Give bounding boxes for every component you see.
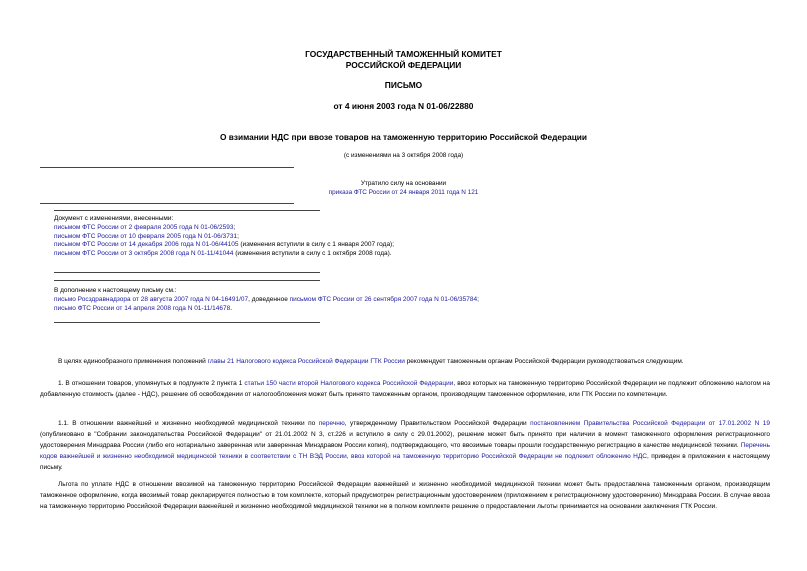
invalid-text: Утратило силу на основании [360,180,447,187]
org-line-2: РОССИЙСКОЙ ФЕДЕРАЦИИ [345,59,462,70]
list-item: письмом ФТС России от 14 декабря 2006 года N 01-06/44105 (изменения вступили в силу с 1 января 2007 года); [54,241,395,249]
addition-link-3[interactable]: письмо ФТС России от 14 апреля 2008 года N 01-11/14678 [54,304,231,312]
changes-note: (с изменениями на 3 октября 2008 года) [343,152,464,159]
divider [54,280,320,281]
amendments-block [54,215,394,259]
amendment-link-4[interactable]: письмом ФТС России от 3 октября 2008 года N 01-11/41044 [54,250,234,258]
document-type: ПИСЬМО [384,80,423,90]
divider [40,167,294,168]
addition-link-1[interactable]: письмо Росздравнадзора от 28 августа 2007 года N 04-16491/07 [54,295,249,303]
divider [54,210,320,211]
document-date: от 4 июня 2003 года N 01-06/22880 [333,101,474,111]
addition-block [54,287,479,313]
paragraph-intro: В целях единообразного применения положений главы 21 Налогового кодекса Российской Федерации ГТК России рекомендует таможенным органам Российской Федерации руководствоваться следующим. [58,358,684,365]
amendment-link-2[interactable]: письмом ФТС России от 10 февраля 2005 года N 01-06/3731 [54,232,238,240]
government-decree-link[interactable]: постановлением Правительства Российской Федерации от 17.01.2002 N 19 [530,420,770,427]
paragraph-1: 1. В отношении товаров, упомянутых в подпункте 2 пункта 1 статьи 150 части второй Налогового кодекса Российской Федерации, ввоз которых на таможенную территорию Российской Федерации не подлежит обложению налогом на добавленную стоимость (далее - НДС), решение об освобождении от налогообложения может быть принято таможенным органом, производящим таможенное оформление, или ГТК России по компетенции. [40,380,771,398]
paragraph-1-1: 1.1. В отношении важнейшей и жизненно необходимой медицинской техники по перечню, утвержденному Правительством Российской Федерации постановлением Правительства Российской Федерации от 17.01.2002 N 19 (опубликовано в "Собрании законодательства Российской Федерации" от 21.01.2002 N 3, ст.226 и вступило в силу с 29.01.2002), решение может быть принято при наличии в момент таможенного оформления регистрационного удостоверения Минздрава России (либо его нотариально заверенная или заверенная Минздравом России копия), подтверждающего, что ввозимые товары прошли государственную регистрацию в качестве медицинской техники. Перечень кодов важнейшей и жизненно необходимой медицинской техники в соответствии с ТН ВЭД России, ввоз которой на таможенную территорию Российской Федерации не подлежит обложению НДС, приведен в приложении к настоящему письму. [40,420,770,471]
invalid-basis-link[interactable]: приказа ФТС России от 24 января 2011 года N 121 [328,188,479,196]
codes-list-link[interactable]: Перечень кодов важнейшей и жизненно необходимой медицинской техники в соответствии с ТН ВЭД России, ввоз которой на таможенную территорию Российской Федерации не подлежит обложению НДС [40,442,770,460]
amendments-intro: Документ с изменениями, внесенными: [54,215,174,222]
gtk-link[interactable]: ГТК России [370,358,405,365]
amendment-link-3[interactable]: письмом ФТС России от 14 декабря 2006 года N 01-06/44105 [54,241,239,249]
article-150-link[interactable]: статьи 150 части второй Налогового кодекса Российской Федерации [244,380,454,387]
organization-name [0,49,807,70]
paragraph-benefit: Льгота по уплате НДС в отношении ввозимой на таможенную территорию Российской Федерации важнейшей и жизненно необходимой медицинской техники может быть предоставлена таможенным органом, производящим таможенное оформление, когда ввозимый товар декларируется полностью в том комплекте, который предусмотрен регистрационным удостоверением (приложением к регистрационному удостоверению) Минздрава России. В случае ввоза на таможенную территорию Российской Федерации важнейшей и жизненно необходимой медицинской техники не в полном комплекте решение о предоставлении льготы принимается на основании заключения ГТК России. [40,481,770,510]
divider [40,203,294,204]
addition-link-2[interactable]: письмом ФТС России от 26 сентября 2007 года N 01-06/35784 [289,295,478,303]
divider [54,322,320,323]
divider [54,272,320,273]
amendment-link-1[interactable]: письмом ФТС России от 2 февраля 2005 года N 01-06/2593 [54,223,234,231]
addition-intro: В дополнение к настоящему письму см.: [54,287,177,294]
tax-code-ch21-link[interactable]: главы 21 Налогового кодекса Российской Федерации [207,358,369,365]
list-item: письмо Росздравнадзора от 28 августа 2007 года N 04-16491/07, доведенное письмом ФТС России от 26 сентября 2007 года N 01-06/35784; [54,295,479,303]
invalid-notice [0,180,807,197]
list-link[interactable]: перечню [318,420,345,427]
org-line-1: ГОСУДАРСТВЕННЫЙ ТАМОЖЕННЫЙ КОМИТЕТ [305,49,502,59]
document-title: О взимании НДС при ввозе товаров на таможенную территорию Российской Федерации [220,132,587,142]
list-item: письмом ФТС России от 2 февраля 2005 года N 01-06/2593; [54,223,236,231]
list-item: письмом ФТС России от 10 февраля 2005 года N 01-06/3731; [54,232,239,240]
list-item: письмом ФТС России от 3 октября 2008 года N 01-11/41044 (изменения вступили в силу с 1 октября 2008 года). [54,250,392,258]
list-item: письмо ФТС России от 14 апреля 2008 года N 01-11/14678. [54,304,233,312]
